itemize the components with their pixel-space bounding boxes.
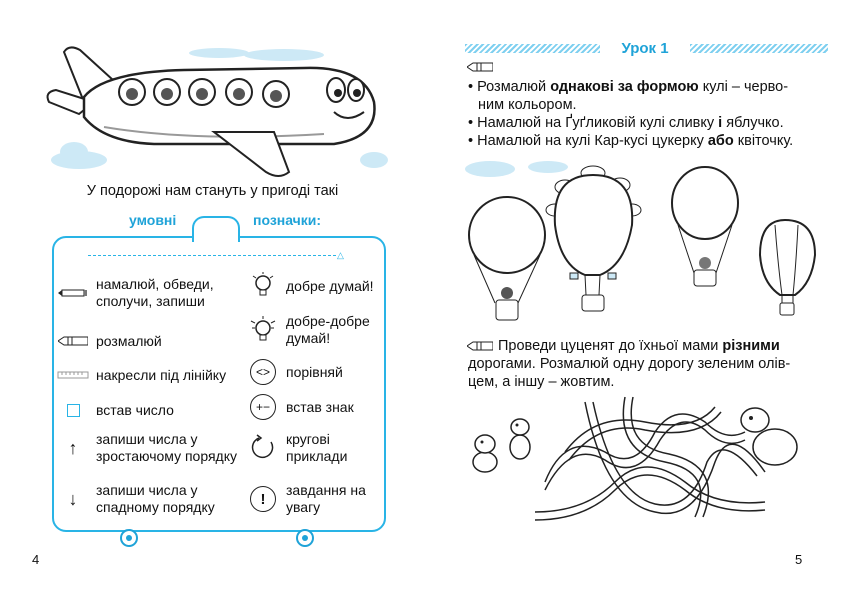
right-wheel: [296, 529, 314, 547]
arrow-down-icon: ↓: [68, 488, 78, 509]
legend-text: добре-добре думай!: [286, 313, 370, 346]
ruler-icon: [56, 361, 90, 389]
lesson-title: Урок 1: [621, 40, 669, 57]
circular-arrow-icon: [246, 434, 280, 462]
legend-text: запиши числа у спадному порядку: [96, 482, 215, 515]
plus-minus-icon: +−: [246, 393, 280, 421]
bullet-line: • Намалюй на кулі Кар-кусі цукерку або квіточку.: [468, 133, 794, 149]
legend-text: розмалюй: [96, 332, 162, 349]
bullet-line: • Намалюй на Ґуґликовій кулі сливку і яблучко.: [468, 115, 784, 131]
page-number-left: 4: [32, 552, 40, 567]
legend-text: порівняй: [286, 363, 343, 380]
legend-text: накресли під лінійку: [96, 366, 227, 383]
arrow-up-icon: ↑: [68, 437, 78, 458]
legend-box-handle: [192, 216, 240, 242]
legend-text: кругові приклади: [286, 431, 348, 464]
bulb-icon: [246, 272, 280, 300]
airplane-illustration: [44, 32, 389, 182]
crayon-icon: [467, 62, 493, 72]
bullet-line: • Розмалюй однакові за формою кулі – черво-: [468, 79, 789, 95]
maze-illustration[interactable]: [465, 392, 835, 522]
legend-text: намалюй, обведи, сполучи, запиши: [96, 276, 214, 309]
legend-title-right: позначки:: [253, 212, 322, 228]
right-page: [425, 0, 851, 600]
legend-item-sign: [246, 393, 354, 421]
legend-title-left: умовні: [129, 212, 177, 228]
triangle-marker-icon: △: [337, 250, 344, 260]
legend-text: встав знак: [286, 398, 354, 415]
legend-item-descending: [56, 482, 251, 516]
dashed-divider: [88, 255, 336, 256]
caption: У подорожі нам стануть у пригоді такі: [86, 183, 339, 199]
legend-text: добре думай!: [286, 277, 374, 294]
legend-text: завдання на увагу: [286, 482, 366, 515]
legend-text: встав число: [96, 401, 174, 418]
bulb-bright-icon: [246, 316, 280, 344]
legend-item-number: [56, 396, 174, 424]
legend-item-compare: [246, 358, 343, 386]
left-page: [0, 0, 425, 600]
task-bullets: [468, 78, 838, 150]
crayon-icon: [56, 327, 90, 355]
legend-item-color: [56, 327, 162, 355]
legend-item-ascending: [56, 431, 251, 465]
compare-icon: <>: [246, 358, 280, 386]
legend-item-draw: [56, 276, 246, 310]
legend-item-attention: [246, 482, 376, 516]
header-stripe-left: [465, 44, 600, 53]
lesson-header: [465, 40, 825, 58]
maze-line: цем, а іншу – жовтим.: [468, 374, 615, 390]
legend-item-ruler: [56, 361, 226, 389]
left-wheel: [120, 529, 138, 547]
legend-item-think: [246, 272, 374, 300]
legend-item-circular: [246, 431, 376, 465]
header-stripe-right: [690, 44, 828, 53]
exclamation-icon: !: [246, 485, 280, 513]
maze-instructions: [468, 337, 838, 391]
page-number-right: 5: [795, 552, 803, 567]
maze-line: Проведи цуценят до їхньої мами різними: [498, 338, 780, 354]
square-icon: [56, 396, 90, 424]
bullet-line: ним кольором.: [478, 97, 577, 113]
balloons-illustration: [460, 155, 845, 330]
maze-line: дорогами. Розмалюй одну дорогу зеленим олів-: [468, 356, 791, 372]
legend-text: запиши числа у зростаючому порядку: [96, 431, 238, 464]
pencil-icon: [56, 279, 90, 307]
legend-item-think-hard: [246, 313, 386, 347]
